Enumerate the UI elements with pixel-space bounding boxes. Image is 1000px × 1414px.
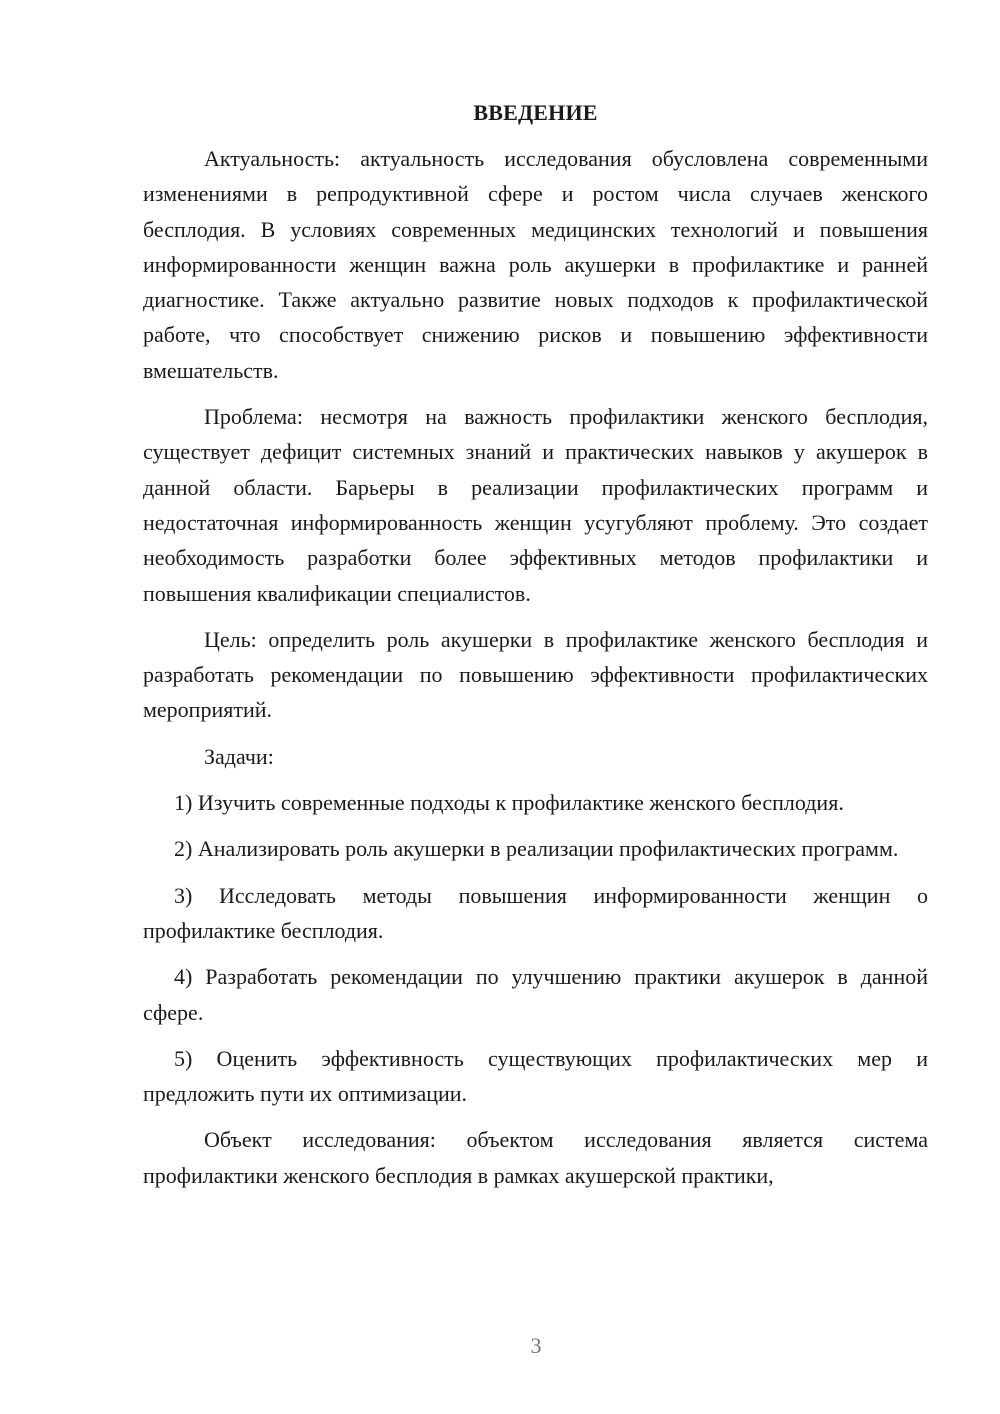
task-item-1: 1) Изучить современные подходы к профилактике женского бесплодия.: [174, 790, 844, 816]
section-heading: ВВЕДЕНИЕ: [473, 100, 598, 125]
paragraph-relevance: Актуальность: актуальность исследования обусловлена современными изменениями в репродуктивной сфере и ростом числа случаев женского бесплодия. В условиях современных медицинских технологий и повышения информированности женщин важна роль акушерки в профилактике и ранней диагностике. Также актуально развитие новых подходов к профилактической работе, что способствует снижению рисков и повышению эффективности вмешательств.: [143, 146, 928, 383]
task-item-5: 5) Оценить эффективность существующих профилактических мер и предложить пути их оптимизации.: [143, 1045, 928, 1107]
tasks-label: Задачи:: [204, 743, 274, 769]
paragraph-goal: Цель: определить роль акушерки в профилактике женского бесплодия и разработать рекомендации по повышению эффективности профилактических мероприятий.: [143, 626, 928, 723]
document-body: [143, 95, 928, 1204]
task-item-2: 2) Анализировать роль акушерки в реализации профилактических программ.: [174, 836, 899, 862]
page-number: 3: [530, 1333, 542, 1358]
task-item-4: 4) Разработать рекомендации по улучшению практики акушерок в данной сфере.: [143, 964, 928, 1025]
paragraph-object: Объект исследования: объектом исследования является система профилактики женского бесплодия в рамках акушерской практики,: [143, 1127, 928, 1188]
paragraph-problem: Проблема: несмотря на важность профилактики женского бесплодия, существует дефицит системных знаний и практических навыков у акушерок в данной области. Барьеры в реализации профилактических программ и недостаточная информированность женщин усугубляют проблему. Это создает необходимость разработки более эффективных методов профилактики и повышения квалификации специалистов.: [143, 404, 928, 606]
task-item-3: 3) Исследовать методы повышения информированности женщин о профилактике бесплодия.: [143, 882, 928, 943]
